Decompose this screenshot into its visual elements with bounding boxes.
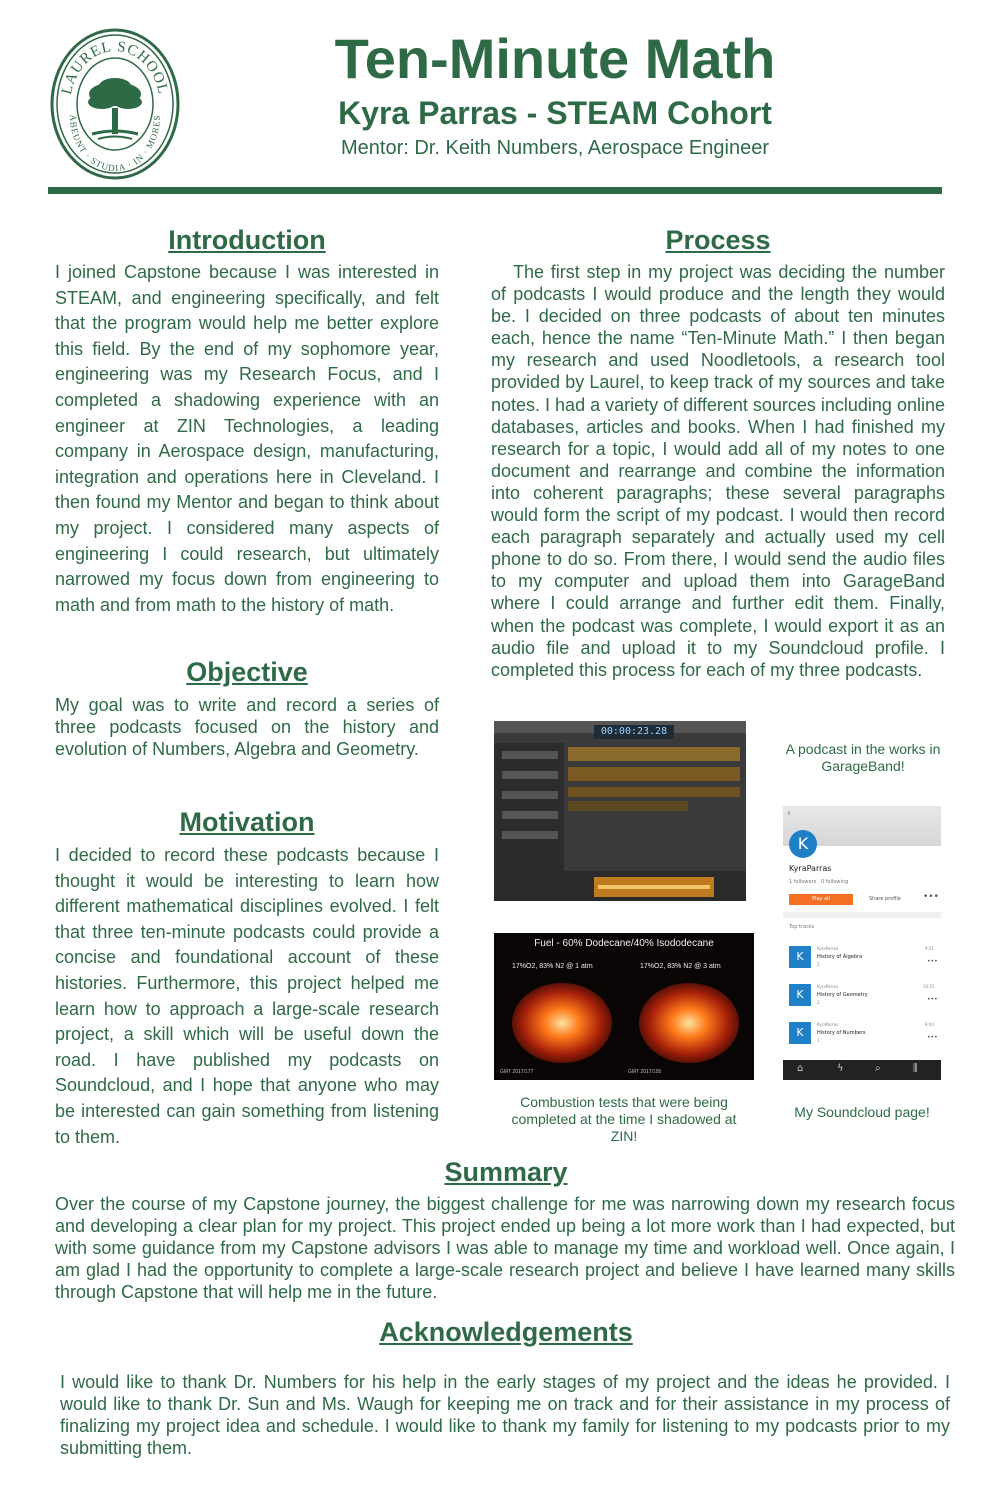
following-count: 0 following [821,879,849,885]
top-tracks-label: Top tracks [789,924,815,930]
search-icon: ⌕ [875,1063,881,1074]
process-heading: Process [665,225,771,255]
motivation-body: I decided to record these podcasts because I thought it would be interesting to learn how different mathematical disciplines evolved. I felt that three ten-minute podcasts could provide a concise and foundational account of these histories. Furthermore, this project helped me learn how to approach a large-scale research project, a skill which will be useful down the road. I have published my podcasts on Soundcloud, and I hope that anyone who may be interested can gain something from listening to them. [55,845,439,1147]
track-more-icon: ••• [927,1034,938,1041]
objective-heading: Objective [186,657,308,687]
stream-icon: ϟ [837,1063,844,1074]
track-artist: KyraParras [817,946,839,951]
combustion-caption: Combustion tests that were being completed at the time I shadowed at ZIN! [511,1094,737,1144]
track-title: History of Numbers [817,1030,866,1036]
garageband-timer: 00:00:23.28 [594,725,674,739]
soundcloud-tab-bar [783,1060,941,1080]
track-title: History of Geometry [817,992,868,998]
soundcloud-screenshot [783,806,941,1080]
laurel-school-logo [50,28,180,180]
play-all-button: Play all [789,894,853,905]
mentor-line: Mentor: Dr. Keith Numbers, Aerospace Engineer [341,137,769,159]
combustion-stamp-right: GMT 2017/195 [628,1069,662,1075]
garageband-screenshot [494,721,746,901]
track-plays: 1 [817,1038,820,1043]
track-row [789,982,939,1014]
library-icon: ⫼ [913,1063,918,1074]
acknowledgements-body: I would like to thank Dr. Numbers for his help in the early stages of my project and the ideas he provided. I would like to thank Dr. Sun and Ms. Waugh for keeping me on track and for their assistance in my process of finalizing my project idea and schedule. I would like to thank my family for listening to my podcasts prior to my submitting them. [60,1372,950,1459]
share-profile-button: Share profile [869,896,901,902]
svg-text:LAUREL SCHOOL: LAUREL SCHOOL [59,38,171,97]
svg-text:ABEUNT · STUDIA · IN · MORES: ABEUNT · STUDIA · IN · MORES [67,114,163,174]
track-more-icon: ••• [927,958,938,965]
introduction-body: I joined Capstone because I was interested in STEAM, and engineering specifically, and felt that the program would help me better explore this field. By the end of my sophomore year, engineering was my Research Focus, and I completed a shadowing experience with an engineer at ZIN Technologies, a leading company in Aerospace design, manufacturing, integration and operations here in Cleveland. I then found my Mentor and began to think about my project. I considered many aspects of engineering I could research, but ultimately narrowed my focus down from engineering to math and from math to the history of math. [55,262,439,615]
summary-heading: Summary [444,1157,568,1187]
combustion-label-left: 17%O2, 83% N2 @ 1 atm [512,963,593,970]
track-artwork: K [789,1022,811,1044]
track-row [789,944,939,976]
track-duration: 8:44 [925,1022,934,1027]
followers-count: 1 followers [789,879,817,885]
more-options-icon: ••• [923,892,939,902]
introduction-heading: Introduction [168,225,326,255]
process-body: The first step in my project was deciding the number of podcasts I would produce and the length they would be. I decided on three podcasts of about ten minutes each, hence the name “Ten-Minute Math.” I then began my research and used Noodletools, a research tool provided by Laurel, to keep track of my sources and take notes. I had a variety of different sources including online databases, articles and books. When I had finished my research for a topic, I would add all of my notes to one document and rearrange and combine the information into coherent paragraphs; these several paragraphs would form the script of my podcast. I would then record each paragraph separately and actually used my cell phone to do so. From there, I would send the audio files to my computer and upload them into GarageBand where I could arrange and further edit them. Finally, when the podcast was complete, I would export it as an audio file and upload it to my Soundcloud profile. I completed this process for each of my three podcasts. [491,262,945,680]
logo-seal-icon [50,28,180,180]
combustion-title: Fuel - 60% Dodecane/40% Isododecane [534,938,714,949]
poster-subtitle: Kyra Parras - STEAM Cohort [338,95,772,131]
profile-avatar: K [789,830,817,858]
combustion-label-right: 17%O2, 83% N2 @ 3 atm [640,963,721,970]
track-plays: 2 [817,1000,820,1005]
soundcloud-username: KyraParras [789,864,832,873]
home-icon: ⌂ [797,1063,804,1074]
track-more-icon: ••• [927,996,938,1003]
soundcloud-caption: My Soundcloud page! [794,1104,930,1120]
summary-body: Over the course of my Capstone journey, the biggest challenge for me was narrowing down my research focus and developing a clear plan for my project. This project ended up being a lot more work than I had expected, but with some guidance from my Capstone advisors I was able to manage my time and workload well. Once again, I am glad I had the opportunity to complete a large-scale research project and believe I have learned many skills through Capstone that will help me in the future. [55,1194,955,1303]
header-divider [48,187,942,194]
track-duration: 10:21 [923,984,935,989]
acknowledgements-heading: Acknowledgements [379,1317,633,1347]
motivation-heading: Motivation [179,807,315,837]
track-artwork: K [789,946,811,968]
objective-body: My goal was to write and record a series of three podcasts focused on the history and evolution of Numbers, Algebra and Geometry. [55,695,439,759]
combustion-test-image [494,933,754,1080]
back-chevron-icon: ‹ [787,808,791,819]
track-artwork: K [789,984,811,1006]
track-artist: KyraParras [817,984,839,989]
track-artist: KyraParras [817,1022,839,1027]
garageband-caption: A podcast in the works in GarageBand! [785,741,941,774]
combustion-stamp-left: GMT 2017/177 [500,1069,534,1075]
poster-title: Ten-Minute Math [334,27,776,90]
track-duration: 9:21 [925,946,934,951]
track-title: History of Algebra [817,954,863,960]
track-row [789,1020,939,1052]
track-plays: 2 [817,962,820,967]
